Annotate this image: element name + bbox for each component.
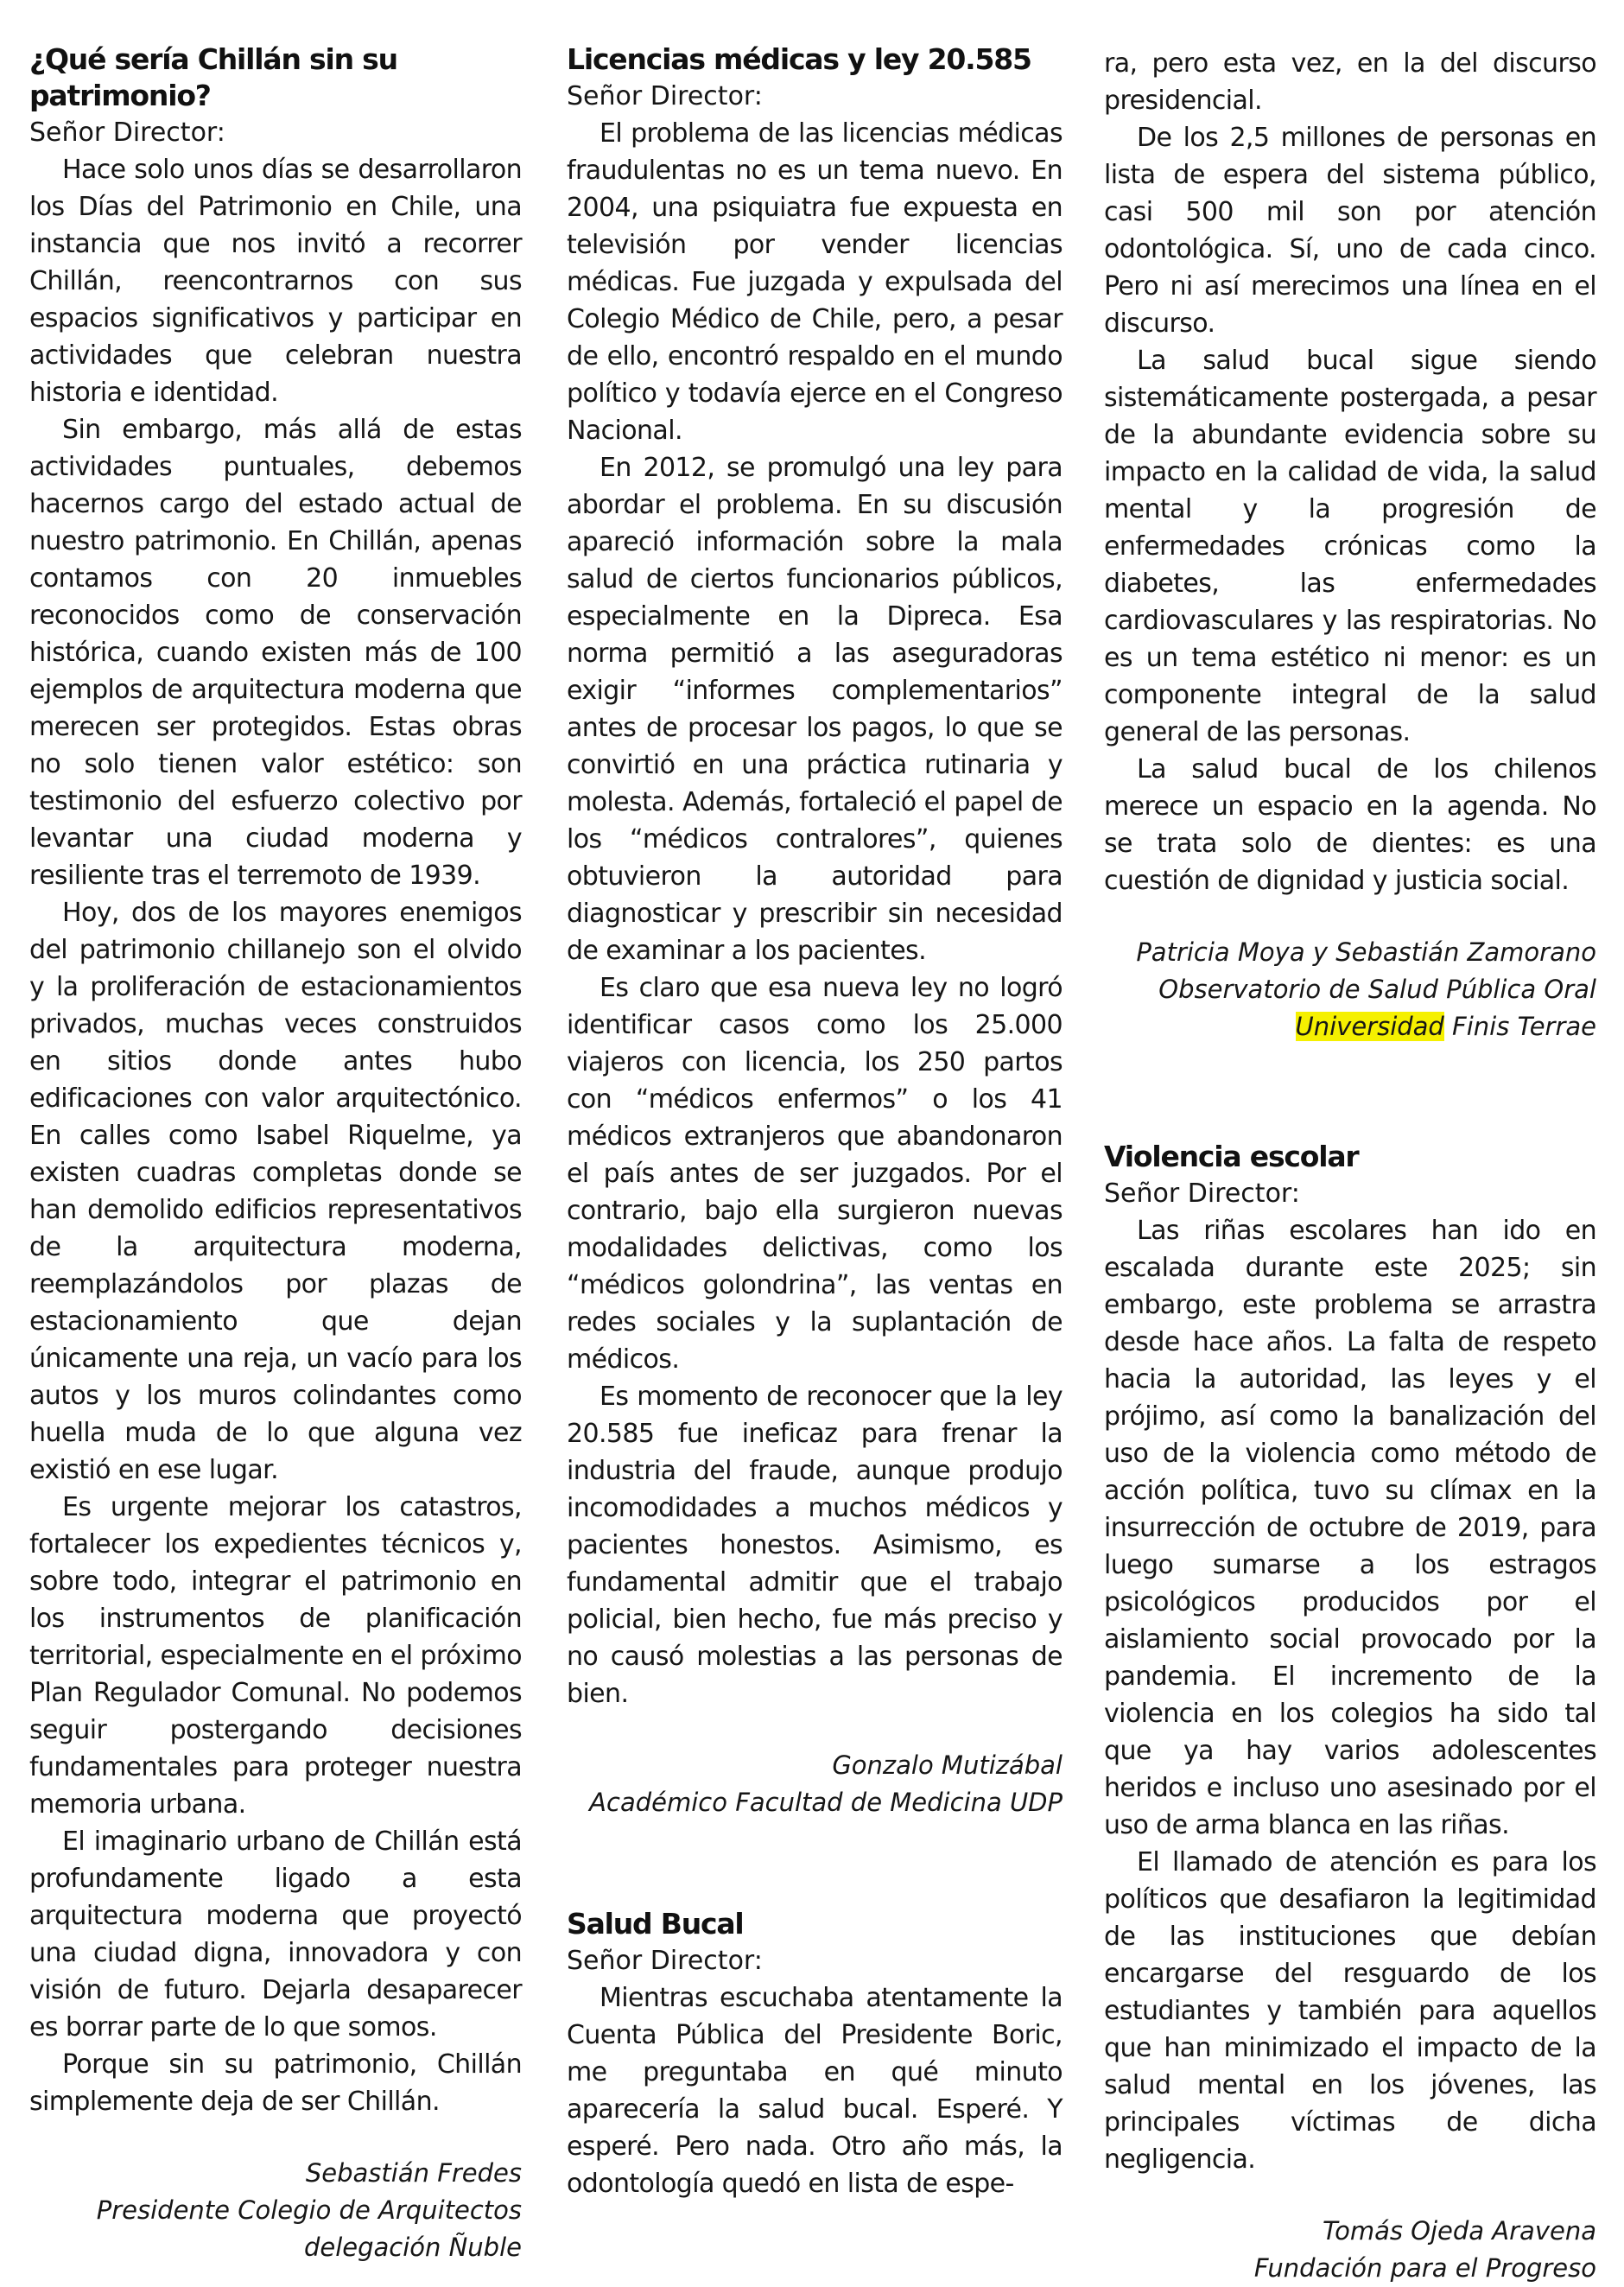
signature-block <box>1104 934 1596 1045</box>
signature-name: Tomás Ojeda Aravena <box>1322 2216 1596 2246</box>
salutation: Señor Director: <box>567 81 763 111</box>
letter-paragraph: La salud bucal de los chilenos merece un espacio en la agenda. No se trata solo de dientes: es una cuestión de dignidad y justicia social. <box>1104 754 1596 896</box>
signature-role: Fundación para el Progreso <box>1253 2253 1596 2283</box>
letter-paragraph: La salud bucal sigue siendo sistemáticamente postergada, a pesar de la abundante evidencia sobre su impacto en la calidad de vida, la salud mental y la progresión de enfermedades crónicas como la diabetes, las enfermedades cardiovasculares y las respiratorias. No es un tema estético ni menor: es un componente integral de la salud general de las personas. <box>1104 346 1596 747</box>
letter-title: Salud Bucal <box>567 1907 744 1941</box>
signature-block <box>1104 2213 1596 2287</box>
signature-role: delegación Ñuble <box>303 2233 522 2262</box>
signature-name: Patricia Moya y Sebastián Zamorano <box>1136 937 1596 967</box>
signature-name: Gonzalo Mutizábal <box>832 1750 1063 1780</box>
letter-paragraph: Es urgente mejorar los catastros, fortalecer los expedientes técnicos y, sobre todo, integrar el patrimonio en los instrumentos de planificación territorial, especialmente en el próximo Plan Regulador Comunal. No podemos seguir postergando decisiones fundamentales para proteger nuestra memoria urbana. <box>29 1492 523 1820</box>
letter-paragraph: Es claro que esa nueva ley no logró identificar casos como los 25.000 viajeros con licencia, los 250 partos con “médicos enfermos” o los 41 médicos extranjeros que abandonaron el país antes de ser juzgados. Por el contrario, bajo ella surgieron nuevas modalidades delictivas, como los “médicos golondrina”, las ventas en redes sociales y la suplantación de médicos. <box>567 973 1063 1375</box>
section-gap <box>567 1821 1063 1906</box>
letter-paragraph: Las riñas escolares han ido en escalada durante este 2025; sin embargo, este problema se arrastra desde hace años. La falta de respeto hacia la autoridad, las leyes y el prójimo, así como la banalización del uso de la violencia como método de acción política, tuvo su clímax en la insurrección de octubre de 2019, para luego sumarse a los estragos psicológicos producidos por el aislamiento social provocado por la pandemia. El incremento de la violencia en los colegios ha sido tal que ya hay varios adolescentes heridos e incluso uno asesinado por el uso de arma blanca en las riñas. <box>1104 1216 1596 1840</box>
letter-paragraph-continuation: ra, pero esta vez, en la del discurso presidencial. <box>1104 48 1596 116</box>
salutation: Señor Director: <box>29 118 225 148</box>
column-3 <box>1104 45 1596 2287</box>
letter-paragraph: Hace solo unos días se desarrollaron los Días del Patrimonio en Chile, una instancia que nos invitó a recorrer Chillán, reencontrarnos con sus espacios significativos y participar en actividades que celebran nuestra historia e identidad. <box>29 155 522 408</box>
letter-paragraph: De los 2,5 millones de personas en lista de espera del sistema público, casi 500 mil son por atención odontológica. Sí, uno de cada cinco. Pero ni así merecimos una línea en el discurso. <box>1104 123 1596 339</box>
signature-role: Presidente Colegio de Arquitectos <box>96 2195 522 2225</box>
letter-title: ¿Qué sería Chillán sin su patrimonio? <box>29 42 397 112</box>
signature-block <box>29 2155 522 2266</box>
letter-paragraph: Mientras escuchaba atentamente la Cuenta Pública del Presidente Boric, me preguntaba en qué minuto aparecería la salud bucal. Esperé. Y esperé. Pero nada. Otro año más, la odontología quedó en lista de espe- <box>567 1983 1063 2199</box>
signature-role-rest: Finis Terrae <box>1443 1012 1596 1041</box>
signature-role: Académico Facultad de Medicina UDP <box>589 1788 1063 1817</box>
letter-paragraph: El problema de las licencias médicas fraudulentas no es un tema nuevo. En 2004, una psiquiatra fue expuesta en televisión por vender licencias médicas. Fue juzgada y expulsada del Colegio Médico de Chile, pero, a pesar de ello, encontró respaldo en el mundo político y todavía ejerce en el Congreso Nacional. <box>567 118 1063 446</box>
letter-paragraph: Hoy, dos de los mayores enemigos del patrimonio chillanejo son el olvido y la proliferación de estacionamientos privados, muchas veces construidos en sitios donde antes hubo edificaciones con valor arquitectónico. En calles como Isabel Riquelme, ya existen cuadras completas donde se han demolido edificios representativos de la arquitectura moderna, reemplazándolos por plazas de estacionamiento que dejan únicamente una reja, un vacío para los autos y los muros colindantes como huella muda de lo que alguna vez existió en ese lugar. <box>29 898 522 1485</box>
signature-name: Sebastián Fredes <box>305 2158 522 2188</box>
letter-paragraph: En 2012, se promulgó una ley para abordar el problema. En su discusión apareció información sobre la mala salud de ciertos funcionarios públicos, especialmente en la Dipreca. Esa norma permitió a las aseguradoras exigir “informes complementarios” antes de procesar los pagos, lo que se convirtió en una práctica rutinaria y molesta. Además, fortaleció el papel de los “médicos contralores”, quienes obtuvieron la autoridad para diagnosticar y prescribir sin necesidad de examinar a los pacientes. <box>567 453 1063 966</box>
letter-paragraph: Es momento de reconocer que la ley 20.585 fue ineficaz para frenar la industria del fraude, aunque produjo incomodidades a muchos médicos y pacientes honestos. Asimismo, es fundamental admitir que el trabajo policial, bien hecho, fue más preciso y no causó molestias a las personas de bien. <box>567 1382 1063 1709</box>
letter-title: Licencias médicas y ley 20.585 <box>567 42 1031 76</box>
letter-paragraph: El llamado de atención es para los políticos que desafiaron la legitimidad de las instituciones que debían encargarse del resguardo de los estudiantes y también para aquellos que han minimizado el impacto de la salud mental en los jóvenes, las principales víctimas de dicha negligencia. <box>1104 1847 1596 2175</box>
signature-block <box>567 1747 1063 1821</box>
salutation: Señor Director: <box>567 1946 763 1976</box>
letter-title: Violencia escolar <box>1104 1140 1359 1173</box>
letter-paragraph: El imaginario urbano de Chillán está profundamente ligado a esta arquitectura moderna que proyectó una ciudad digna, innovadora y con visión de futuro. Dejarla desaparecer es borrar parte de lo que somos. <box>29 1826 522 2042</box>
signature-role: Observatorio de Salud Pública Oral <box>1158 975 1596 1004</box>
highlighted-text: Universidad <box>1295 1012 1444 1041</box>
signature-role <box>1104 1008 1596 1045</box>
section-gap <box>1104 1045 1596 1139</box>
salutation: Señor Director: <box>1104 1178 1300 1209</box>
column-2 <box>567 41 1063 2202</box>
column-1 <box>29 41 522 2266</box>
letter-paragraph: Porque sin su patrimonio, Chillán simplemente deja de ser Chillán. <box>29 2049 522 2117</box>
letter-paragraph: Sin embargo, más allá de estas actividades puntuales, debemos hacernos cargo del estado actual de nuestro patrimonio. En Chillán, apenas contamos con 20 inmuebles reconocidos como de conservación histórica, cuando existen más de 100 ejemplos de arquitectura moderna que merecen ser protegidos. Estas obras no solo tienen valor estético: son testimonio del esfuerzo colectivo por levantar una ciudad moderna y resiliente tras el terremoto de 1939. <box>29 415 522 891</box>
